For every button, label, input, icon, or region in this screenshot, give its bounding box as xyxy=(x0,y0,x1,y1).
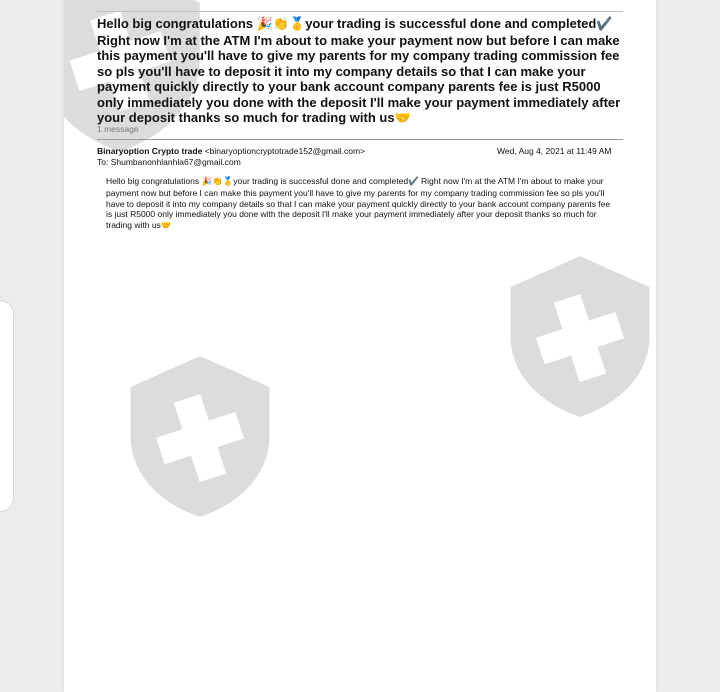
check-mark-icon: ✔️ xyxy=(408,177,419,187)
clap-icon: 👏 xyxy=(212,177,223,187)
check-mark-icon: ✔️ xyxy=(596,17,613,32)
medal-icon: 🥇 xyxy=(222,177,234,187)
handshake-icon: 🤝 xyxy=(394,111,411,126)
medal-icon: 🥇 xyxy=(289,17,306,32)
body-text-3: Right now I'm at the ATM I'm about to make your payment now but before I can make this payment you'll have to give my parents for my company trading commission fee so pls you'll have to deposit it into my company details so that I can make your payment quickly directly to your bank account company parents fee is just R5000 only immediately you done with the deposit I'll make your payment immediately after your deposit thanks so much for trading with us xyxy=(106,176,611,231)
party-popper-icon: 🎉 xyxy=(201,177,213,187)
email-print-page xyxy=(64,0,656,692)
body-text-2: your trading is successful done and completed xyxy=(233,176,409,186)
top-divider xyxy=(97,11,623,12)
shield-cross-icon xyxy=(500,250,656,420)
email-date: Wed, Aug 4, 2021 at 11:49 AM xyxy=(497,146,612,156)
subject-text-2: your trading is successful done and completed xyxy=(305,16,597,31)
message-count: 1 message xyxy=(97,124,139,134)
header-divider xyxy=(97,139,623,140)
subject-text-1: Hello big congratulations xyxy=(97,16,254,31)
recipient-line: To: Shumbanonhlanhla67@gmail.com xyxy=(97,157,241,167)
side-panel-edge[interactable] xyxy=(0,300,14,512)
email-body xyxy=(106,176,611,232)
body-text-1: Hello big congratulations xyxy=(106,176,200,186)
shield-cross-icon xyxy=(120,350,280,520)
email-subject xyxy=(97,16,625,127)
sender-line xyxy=(97,146,365,156)
sender-name: Binaryoption Crypto trade xyxy=(97,146,203,156)
sender-email[interactable]: <binaryoptioncryptotrade152@gmail.com> xyxy=(204,146,365,156)
party-popper-icon: 🎉 xyxy=(256,17,273,32)
handshake-icon: 🤝 xyxy=(160,221,172,232)
subject-text-3: Right now I'm at the ATM I'm about to make your payment now but before I can make this payment you'll have to give my parents for my company trading commission fee so pls you'll have to deposit it into my company details so that I can make your payment quickly directly to your bank account company parents fee is just R5000 only immediately you done with the deposit I'll make your payment immediately after your deposit thanks so much for trading with us xyxy=(97,32,621,125)
clap-icon: 👏 xyxy=(272,17,290,32)
